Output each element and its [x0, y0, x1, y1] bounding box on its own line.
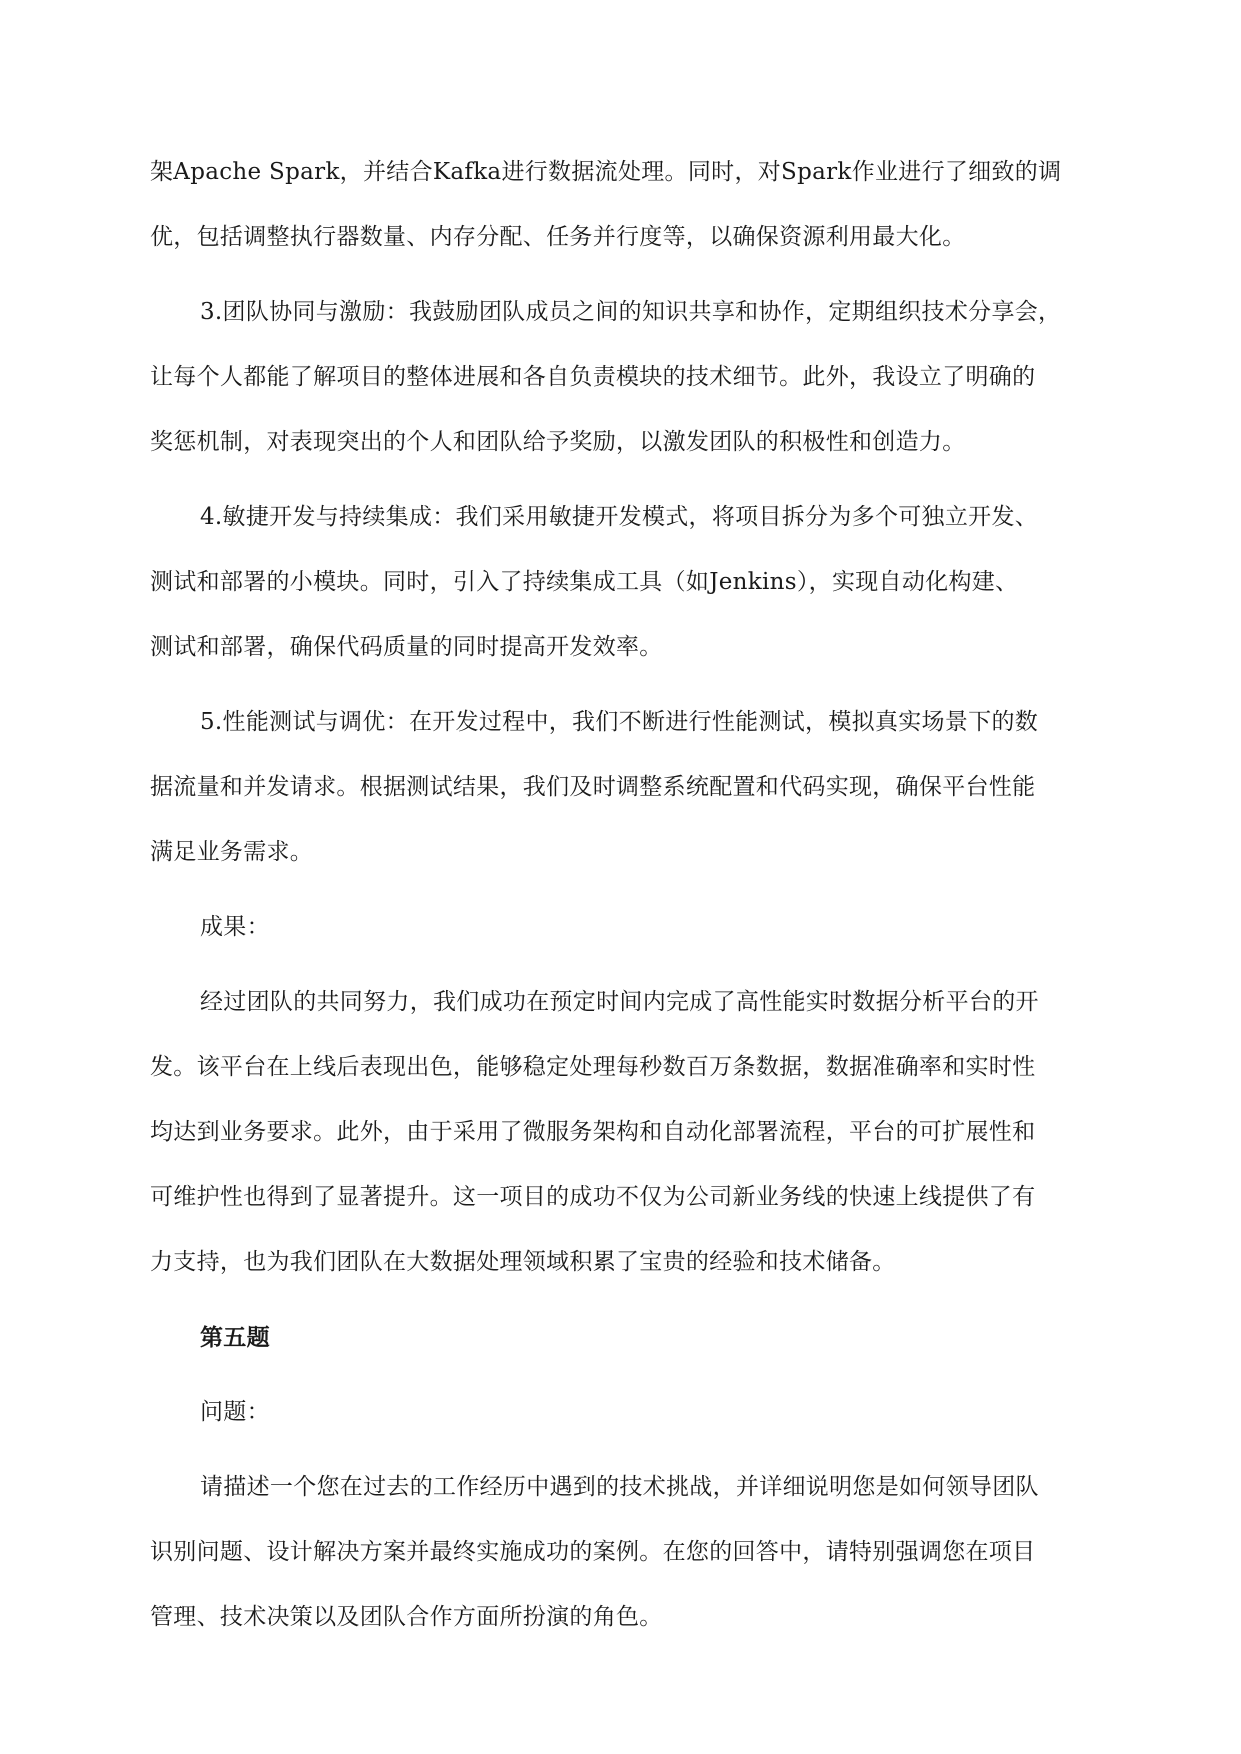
text-line: 管理、技术决策以及团队合作方面所扮演的角色。	[150, 1604, 663, 1630]
text-line: 让每个人都能了解项目的整体进展和各自负责模块的技术细节。此外，我设立了明确的	[150, 364, 1036, 390]
text-line: 发。该平台在上线后表现出色，能够稳定处理每秒数百万条数据，数据准确率和实时性	[150, 1054, 1036, 1080]
paragraph-performance-testing	[150, 690, 1090, 885]
text-line: 成果：	[200, 914, 270, 940]
paragraph-results-body	[150, 970, 1090, 1295]
text-line: 奖惩机制，对表现突出的个人和团队给予奖励，以激发团队的积极性和创造力。	[150, 429, 966, 455]
text-line: 4.敏捷开发与持续集成：我们采用敏捷开发模式，将项目拆分为多个可独立开发、	[200, 504, 1039, 530]
text-line: 5.性能测试与调优：在开发过程中，我们不断进行性能测试，模拟真实场景下的数	[200, 709, 1039, 735]
text-line: 请描述一个您在过去的工作经历中遇到的技术挑战，并详细说明您是如何领导团队	[200, 1474, 1039, 1500]
text-line: 测试和部署，确保代码质量的同时提高开发效率。	[150, 634, 663, 660]
text-line: 架Apache Spark，并结合Kafka进行数据流处理。同时，对Spark作业进行了细致的调	[150, 159, 1062, 185]
section-five-title	[150, 1305, 1090, 1370]
text-line: 3.团队协同与激励：我鼓励团队成员之间的知识共享和协作，定期组织技术分享会，	[200, 299, 1062, 325]
paragraph-team-collaboration	[150, 280, 1090, 475]
text-line: 满足业务需求。	[150, 839, 314, 865]
question-label	[150, 1380, 1090, 1445]
paragraph-agile-ci	[150, 485, 1090, 680]
text-line: 优，包括调整执行器数量、内存分配、任务并行度等，以确保资源利用最大化。	[150, 224, 966, 250]
results-label	[150, 895, 1090, 960]
text-line: 问题：	[200, 1399, 270, 1425]
text-line: 测试和部署的小模块。同时，引入了持续集成工具（如Jenkins），实现自动化构建、	[150, 569, 1019, 595]
document-page	[150, 140, 1090, 1660]
text-line: 据流量和并发请求。根据测试结果，我们及时调整系统配置和代码实现，确保平台性能	[150, 774, 1036, 800]
section-heading: 第五题	[200, 1324, 270, 1351]
text-line: 均达到业务要求。此外，由于采用了微服务架构和自动化部署流程，平台的可扩展性和	[150, 1119, 1036, 1145]
text-line: 识别问题、设计解决方案并最终实施成功的案例。在您的回答中，请特别强调您在项目	[150, 1539, 1036, 1565]
text-line: 经过团队的共同努力，我们成功在预定时间内完成了高性能实时数据分析平台的开	[200, 989, 1039, 1015]
paragraph-question-body	[150, 1455, 1090, 1650]
text-line: 力支持，也为我们团队在大数据处理领域积累了宝贵的经验和技术储备。	[150, 1249, 896, 1275]
text-line: 可维护性也得到了显著提升。这一项目的成功不仅为公司新业务线的快速上线提供了有	[150, 1184, 1036, 1210]
paragraph-spark-tuning	[150, 140, 1090, 270]
